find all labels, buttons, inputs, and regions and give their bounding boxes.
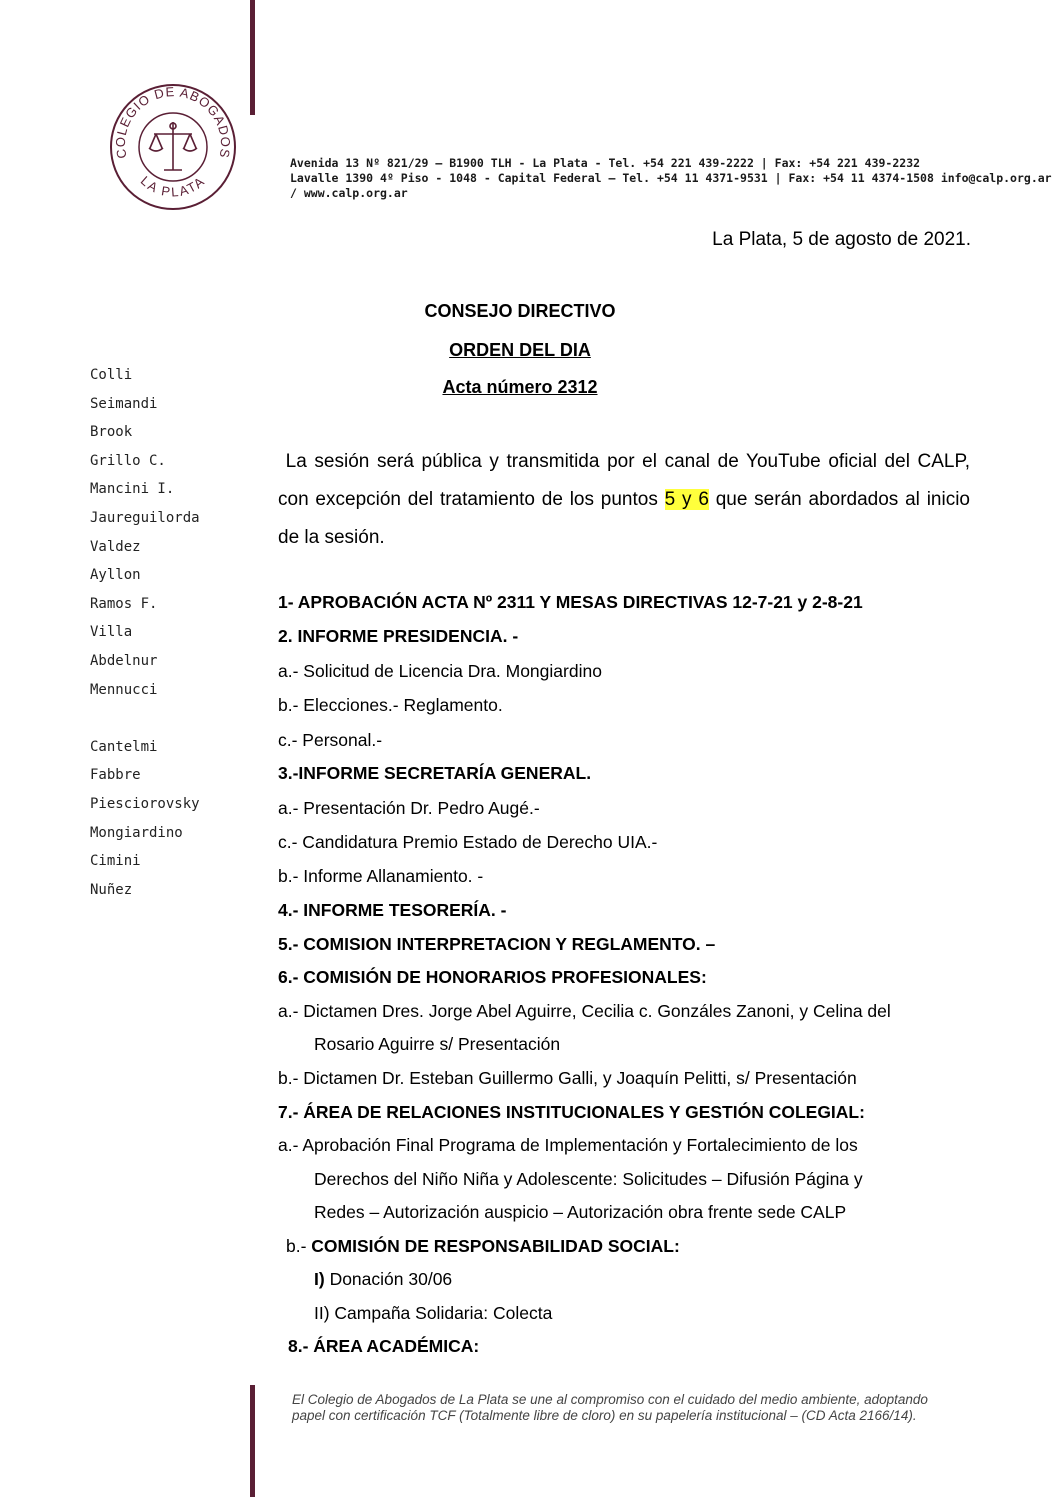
heading-consejo: CONSEJO DIRECTIVO	[424, 301, 616, 321]
logo-top-text: COLEGIO DE ABOGADOS	[112, 84, 234, 160]
colegio-logo	[108, 82, 238, 212]
agenda-item-2a: a.- Solicitud de Licencia Dra. Mongiardino	[278, 661, 602, 681]
member-name: Ayllon	[90, 567, 141, 584]
letterhead-address	[290, 156, 1052, 201]
agenda-item-2: 2. INFORME PRESIDENCIA. -	[278, 626, 519, 646]
agenda-item-6a-line2: Rosario Aguirre s/ Presentación	[314, 1034, 561, 1054]
agenda-item-7b-title: COMISIÓN DE RESPONSABILIDAD SOCIAL:	[311, 1236, 680, 1256]
agenda-item-3a: a.- Presentación Dr. Pedro Augé.-	[278, 798, 540, 818]
agenda-item-7b-ii: II) Campaña Solidaria: Colecta	[314, 1303, 553, 1323]
agenda-item-7: 7.- ÁREA DE RELACIONES INSTITUCIONALES Y GESTIÓN COLEGIAL:	[278, 1102, 865, 1122]
agenda-item-7b-i-num: I)	[314, 1269, 325, 1289]
member-name: Cantelmi	[90, 738, 158, 755]
agenda-item-2b: b.- Elecciones.- Reglamento.	[278, 695, 503, 715]
agenda-item-7b-prefix: b.-	[286, 1236, 312, 1256]
scales-icon	[149, 122, 197, 170]
agenda-item-7a-line1: a.- Aprobación Final Programa de Implementación y Fortalecimiento de los	[278, 1135, 858, 1155]
agenda-item-3c: c.- Candidatura Premio Estado de Derecho UIA.-	[278, 832, 658, 852]
header-divider-bar	[250, 0, 255, 115]
member-name: Grillo C.	[90, 452, 166, 469]
agenda-item-7b-i	[314, 1269, 452, 1290]
svg-text:LA PLATA	[138, 173, 209, 200]
members-list	[90, 361, 200, 904]
agenda-item-6a-line1: a.- Dictamen Dres. Jorge Abel Aguirre, Cecilia c. Gonzáles Zanoni, y Celina del	[278, 1001, 891, 1021]
intro-text-2: que serán abordados al inicio de la sesión.	[278, 489, 970, 548]
address-line-3: / www.calp.org.ar	[290, 186, 408, 200]
member-name: Piesciorovsky	[90, 795, 200, 812]
member-name: Mongiardino	[90, 824, 183, 841]
heading-orden: ORDEN DEL DIA	[449, 340, 591, 360]
agenda-item-1: 1- APROBACIÓN ACTA Nº 2311 Y MESAS DIRECTIVAS 12-7-21 y 2-8-21	[278, 592, 863, 612]
agenda-item-3: 3.-INFORME SECRETARÍA GENERAL.	[278, 763, 592, 783]
intro-text-1: La sesión será pública y transmitida por el canal de YouTube oficial del CALP, con excepción del tratamiento de los puntos	[278, 451, 971, 510]
intro-paragraph	[278, 443, 970, 557]
agenda-item-7b	[286, 1236, 680, 1257]
footer-divider-bar	[250, 1385, 255, 1497]
member-name: Nuñez	[90, 881, 133, 898]
heading-acta: Acta número 2312	[442, 377, 598, 397]
document-date: La Plata, 5 de agosto de 2021.	[712, 229, 971, 250]
agenda-item-2c: c.- Personal.-	[278, 730, 383, 750]
member-name: Mennucci	[90, 681, 158, 698]
member-name: Jaureguilorda	[90, 509, 200, 526]
agenda-item-7b-i-text: Donación 30/06	[324, 1269, 453, 1289]
agenda-item-7a-line2: Derechos del Niño Niña y Adolescente: Solicitudes – Difusión Página y	[314, 1169, 863, 1189]
agenda-item-7a-line3: Redes – Autorización auspicio – Autorización obra frente sede CALP	[314, 1202, 847, 1222]
address-line-1: Avenida 13 Nº 821/29 – B1900 TLH - La Plata - Tel. +54 221 439-2222 | Fax: +54 221 439-2232	[290, 156, 921, 170]
members-spacer	[90, 704, 200, 733]
member-name: Colli	[90, 367, 133, 383]
member-name: Valdez	[90, 538, 141, 555]
member-name: Villa	[90, 624, 133, 641]
member-name: Brook	[90, 424, 133, 441]
member-name: Abdelnur	[90, 652, 158, 669]
agenda-item-6: 6.- COMISIÓN DE HONORARIOS PROFESIONALES:	[278, 967, 707, 987]
member-name: Fabbre	[90, 767, 141, 784]
intro-highlight: 5 y 6	[664, 489, 709, 510]
member-name: Seimandi	[90, 395, 158, 412]
agenda-item-8: 8.- ÁREA ACADÉMICA:	[288, 1336, 480, 1356]
agenda-item-6b: b.- Dictamen Dr. Esteban Guillermo Galli, y Joaquín Pelitti, s/ Presentación	[278, 1068, 857, 1088]
footer-line-2: papel con certificación TCF (Totalmente libre de cloro) en su papelería institucional – (CD Acta 2166/14).	[292, 1408, 917, 1423]
agenda-item-4: 4.- INFORME TESORERÍA. -	[278, 900, 507, 920]
member-name: Ramos F.	[90, 595, 158, 612]
agenda-item-3b: b.- Informe Allanamiento. -	[278, 866, 484, 886]
member-name: Mancini I.	[90, 481, 175, 498]
footer-line-1: El Colegio de Abogados de La Plata se une al compromiso con el cuidado del medio ambiente, adoptando	[292, 1392, 928, 1407]
logo-bottom-text: LA PLATA	[137, 172, 209, 200]
footer-note	[292, 1392, 992, 1424]
address-line-2: Lavalle 1390 4º Piso - 1048 - Capital Federal – Tel. +54 11 4371-9531 | Fax: +54 11 4374-1508 info@calp.org.ar	[290, 171, 1052, 185]
member-name: Cimini	[90, 853, 141, 870]
agenda-item-5: 5.- COMISION INTERPRETACION Y REGLAMENTO. –	[278, 934, 716, 954]
